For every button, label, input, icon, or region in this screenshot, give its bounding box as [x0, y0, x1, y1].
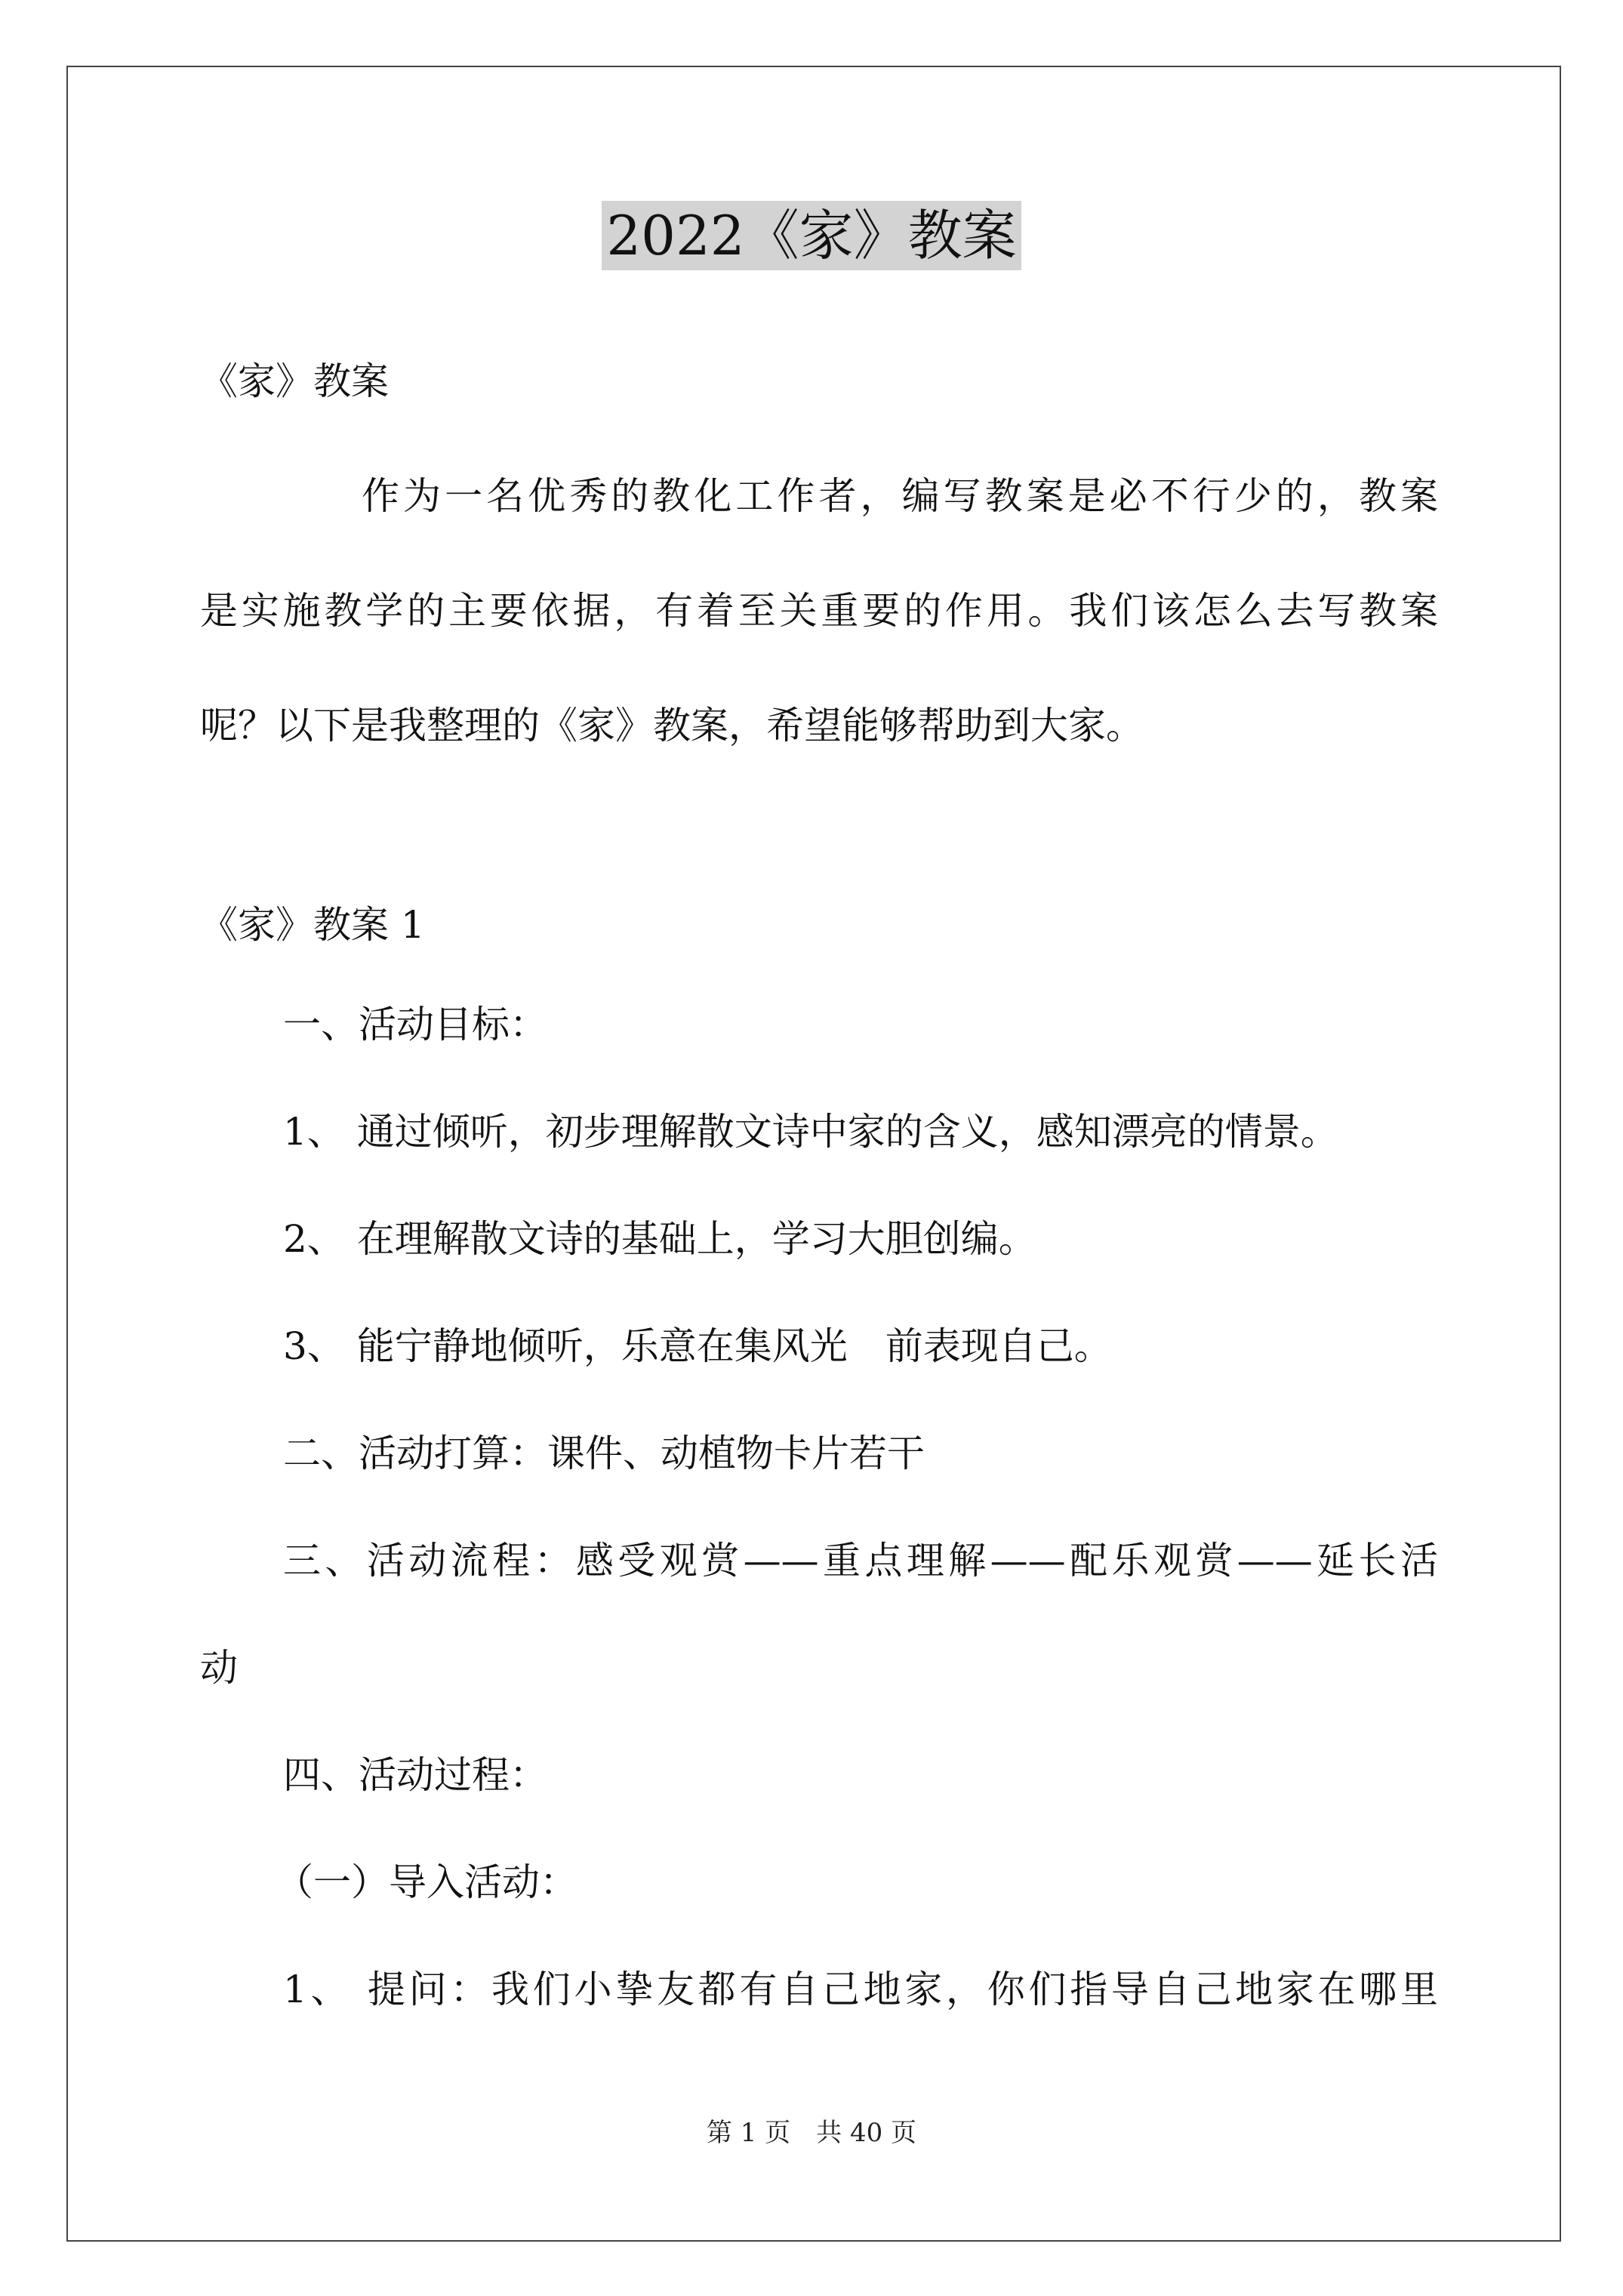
section-heading: 《家》教案 1	[200, 903, 425, 947]
intro-paragraph-line: 是实施教学的主要依据，有着至关重要的作用。我们该怎么去写教案	[200, 589, 1438, 633]
question-item: 1、 提问：我们小挚友都有自己地家，你们指导自己地家在哪里	[283, 1968, 1438, 2011]
preparation-line: 二、活动打算：课件、动植物卡片若干	[283, 1432, 925, 1475]
goal-item: 1、 通过倾听，初步理解散文诗中家的含义，感知漂亮的情景。	[283, 1110, 1338, 1154]
goals-heading: 一、活动目标：	[283, 1003, 547, 1046]
subtitle: 《家》教案	[200, 359, 389, 403]
flow-line: 三、活动流程：感受观赏——重点理解——配乐观赏——延长活	[283, 1539, 1438, 1583]
goal-item: 2、 在理解散文诗的基础上，学习大胆创编。	[283, 1217, 1036, 1261]
sub-section-heading: （一）导入活动：	[276, 1860, 577, 1904]
document-title: 2022《家》教案	[0, 198, 1623, 273]
intro-paragraph-line: 作为一名优秀的教化工作者，编写教案是必不行少的，教案	[362, 474, 1438, 518]
intro-paragraph-line: 呢？以下是我整理的《家》教案，希望能够帮助到大家。	[200, 704, 1144, 747]
goal-item: 3、 能宁静地倾听，乐意在集风光 前表现自己。	[283, 1324, 1112, 1368]
page-number-footer: 第 1 页 共 40 页	[706, 2118, 917, 2148]
flow-line-continued: 动	[200, 1646, 238, 1690]
process-heading: 四、活动过程：	[283, 1753, 547, 1797]
